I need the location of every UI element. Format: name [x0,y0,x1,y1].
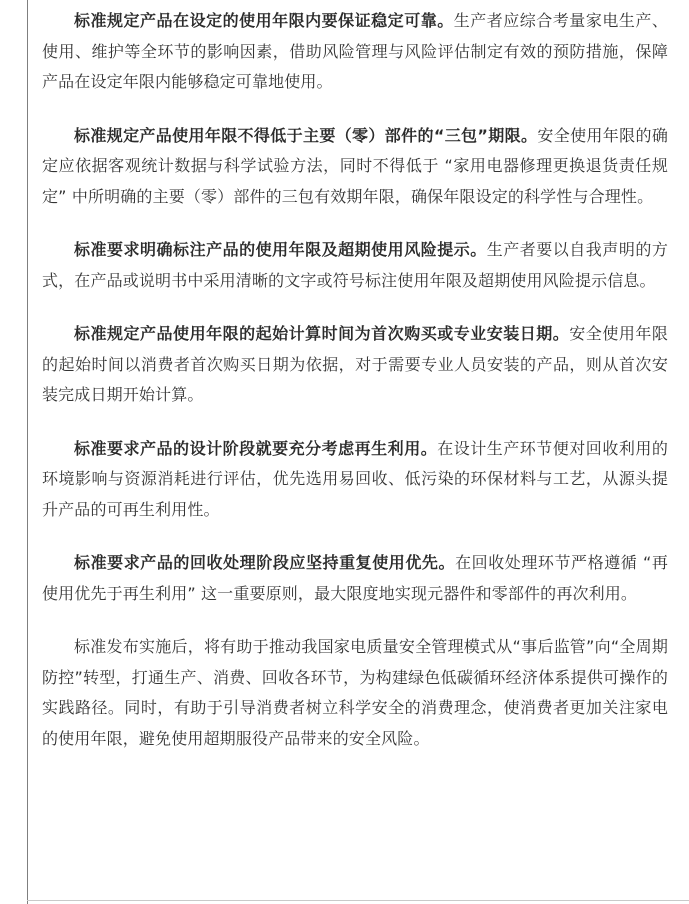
paragraph-lead: 标准要求明确标注产品的使用年限及超期使用风险提示。 [74,240,487,259]
paragraph-service-reliability [42,6,668,98]
paragraph-lead: 标准要求产品的回收处理阶段应坚持重复使用优先。 [74,553,456,572]
paragraph-text: 生产者要以自我声明的方式，在产品或说明书中采用清晰的文字或符号标注使用年限及超期使用风险提示信息。 [42,240,668,290]
paragraph-three-guarantees [42,121,668,213]
paragraph-conclusion [42,632,668,754]
paragraph-design-recycling [42,434,668,526]
paragraph-text: 在设计生产环节便对回收利用的环境影响与资源消耗进行评估，优先选用易回收、低污染的环保材料与工艺，从源头提升产品的可再生利用性。 [42,438,668,519]
left-border-line [27,0,28,904]
paragraph-text: 在回收处理环节严格遵循 “再使用优先于再生利用” 这一重要原则，最大限度地实现元器件和零部件的再次利用。 [42,553,668,603]
paragraph-text: 生产者应综合考量家电生产、使用、维护等全环节的影响因素，借助风险管理与风险评估制定有效的预防措施，保障产品在设定年限内能够稳定可靠地使用。 [42,11,669,91]
paragraph-text: 标准发布实施后，将有助于推动我国家电质量安全管理模式从“事后监管”向“全周期防控”转型，打通生产、消费、回收各环节，为构建绿色低碳循环经济体系提供可操作的实践路径。同时，有助于引导消费者树立科学安全的消费理念，使消费者更加关注家电的使用年限，避免使用超期服役产品带来的安全风险。 [42,637,668,748]
paragraph-lead: 标准规定产品使用年限不得低于主要（零）部件的“三包”期限。 [74,125,538,145]
paragraph-start-date [42,319,668,411]
paragraph-labeling [42,235,668,296]
paragraph-lead: 标准规定产品在设定的使用年限内要保证稳定可靠。 [74,11,454,30]
paragraph-text: 安全使用年限的确定应依据客观统计数据与科学试验方法，同时不得低于 “家用电器修理更换退货责任规定” 中所明确的主要（零）部件的三包有效期年限，确保年限设定的科学性与合理性。 [42,125,668,206]
paragraph-reuse-priority [42,548,668,609]
paragraph-lead: 标准要求产品的设计阶段就要充分考虑再生利用。 [74,438,438,458]
paragraph-lead: 标准规定产品使用年限的起始计算时间为首次购买或专业安装日期。 [74,324,570,343]
paragraph-text: 安全使用年限的起始时间以消费者首次购买日期为依据，对于需要专业人员安装的产品，则从首次安装完成日期开始计算。 [42,324,668,404]
bottom-border-line [27,900,689,901]
article-body [42,6,668,777]
